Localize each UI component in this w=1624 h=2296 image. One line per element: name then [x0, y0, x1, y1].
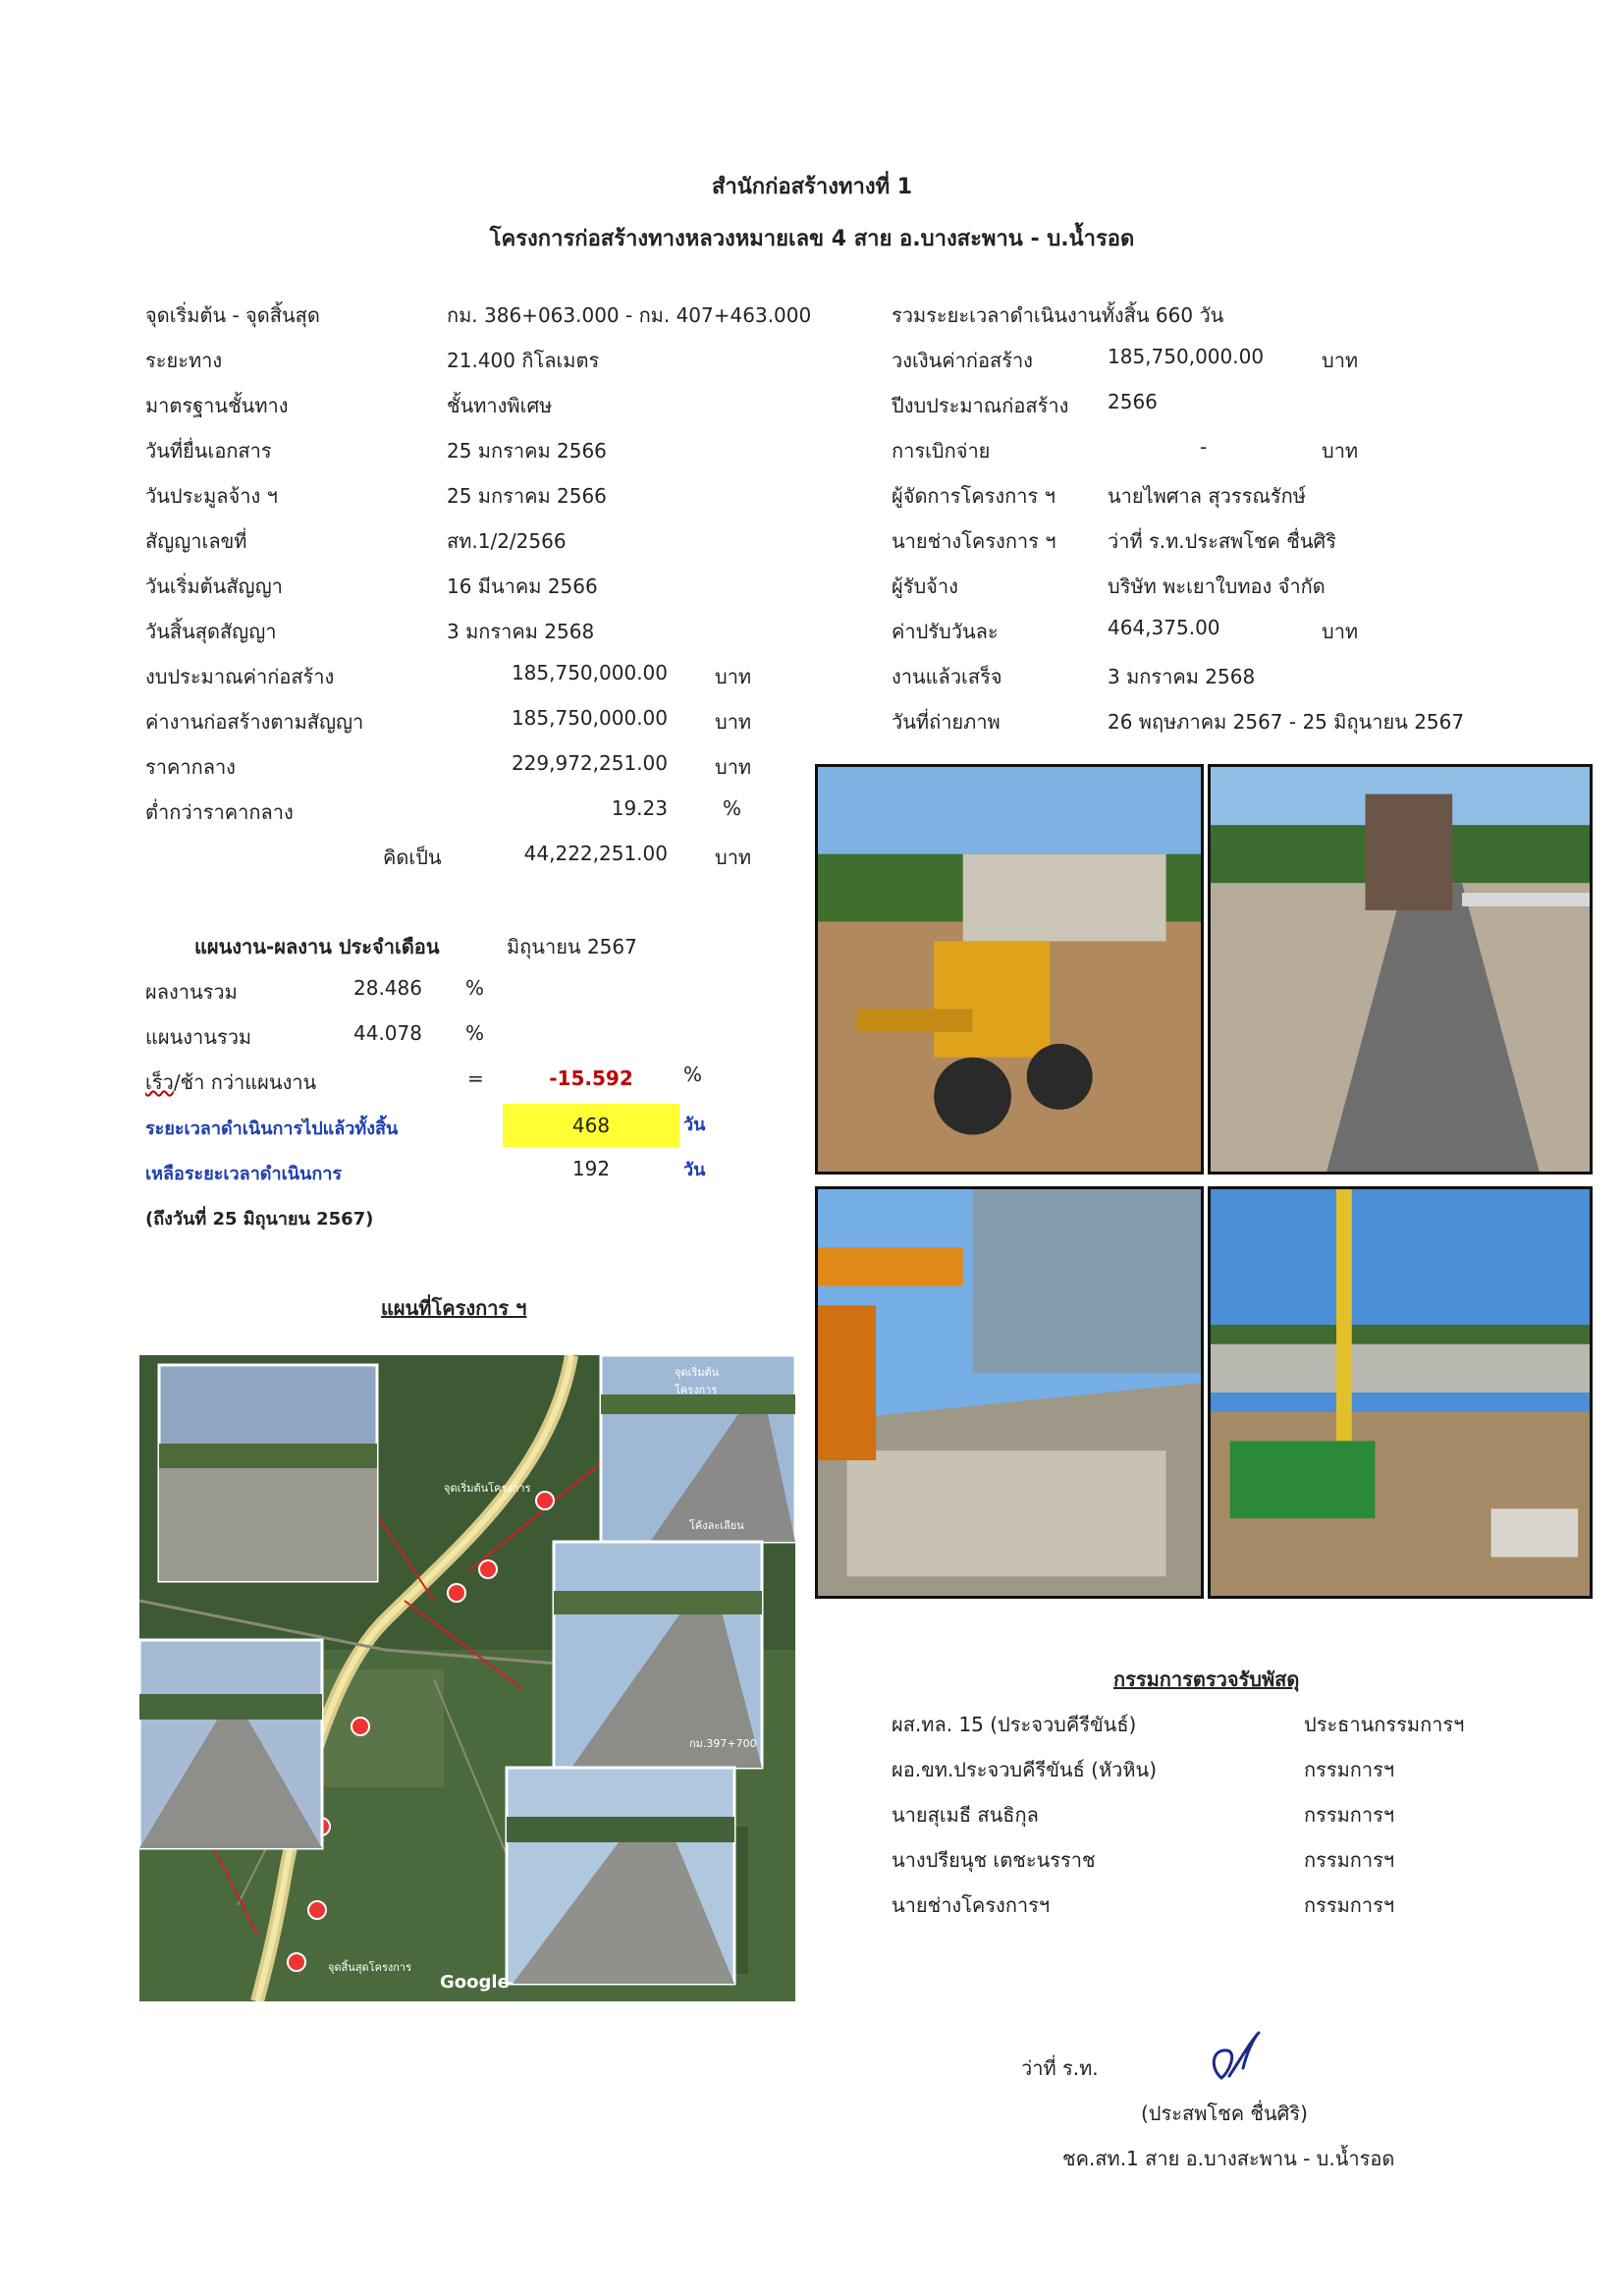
info-value: 3 มกราคม 2568 — [447, 620, 595, 643]
info-value: นายไพศาล สุวรรณรักษ์ — [1108, 484, 1306, 508]
duration-text: รวมระยะเวลาดำเนินงานทั้งสิ้น 660 วัน — [892, 303, 1224, 327]
info-value: ว่าที่ ร.ท.ประสพโชค ชื่นศิริ — [1108, 529, 1336, 553]
photo-concrete — [815, 1186, 1204, 1599]
info-value: 25 มกราคม 2566 — [447, 484, 607, 508]
diff-label — [145, 1066, 316, 1098]
committee-member: ผอ.ขท.ประจวบคีรีขันธ์ (หัวหิน) — [892, 1758, 1158, 1781]
info-value: สท.1/2/2566 — [447, 529, 567, 553]
money-label: ราคากลาง — [145, 755, 236, 779]
info-value: 464,375.00 — [1108, 616, 1220, 639]
info-value: ชั้นทางพิเศษ — [447, 394, 553, 417]
map-label-curve: โค้งละเลียน — [689, 1519, 744, 1532]
signature-position: ชค.สท.1 สาย อ.บางสะพาน - บ.น้ำรอด — [1062, 2147, 1395, 2170]
committee-member: นายสุเมธี สนธิกุล — [892, 1803, 1039, 1827]
map-label-start-top: จุดเริ่มต้น โครงการ — [675, 1366, 720, 1396]
diff-value: -15.592 — [549, 1066, 633, 1090]
committee-member: นางปรียนุช เตชะนรราช — [892, 1848, 1096, 1872]
map-label-end: จุดสิ้นสุดโครงการ — [328, 1961, 411, 1974]
committee-role: กรรมการฯ — [1304, 1803, 1395, 1827]
plan-value: 44.078 — [353, 1021, 422, 1045]
signature-rank: ว่าที่ ร.ท. — [1021, 2056, 1099, 2080]
money-unit: บาท — [715, 710, 752, 734]
actual-label: ผลงานรวม — [145, 980, 238, 1004]
map-inset-photo — [139, 1640, 322, 1848]
diff-unit: % — [683, 1063, 703, 1086]
info-label: วงเงินค่าก่อสร้าง — [892, 349, 1033, 372]
money-label: ต่ำกว่าราคากลาง — [145, 800, 294, 824]
money-value: 185,750,000.00 — [511, 706, 668, 730]
remain-unit: วัน — [683, 1160, 706, 1180]
money-value: 19.23 — [611, 796, 668, 820]
money-unit: บาท — [715, 755, 752, 779]
info-label: วันที่ถ่ายภาพ — [892, 710, 1001, 734]
photo-truck — [1208, 764, 1593, 1175]
remain-value: 192 — [571, 1157, 611, 1180]
actual-unit: % — [465, 976, 485, 1000]
info-value: 21.400 กิโลเมตร — [447, 349, 600, 372]
map-title: แผนที่โครงการ ฯ — [381, 1296, 527, 1320]
info-value: 25 มกราคม 2566 — [447, 439, 607, 463]
committee-member: ผส.ทล. 15 (ประจวบคีรีขันธ์) — [892, 1713, 1137, 1736]
map-label-km: กม.397+700 — [689, 1737, 757, 1750]
money-label: คิดเป็น — [383, 846, 442, 869]
office-title: สำนักก่อสร้างทางที่ 1 — [711, 175, 913, 199]
info-label: วันที่ยื่นเอกสาร — [145, 439, 272, 463]
info-value: 185,750,000.00 — [1108, 345, 1265, 368]
money-label: ค่างานก่อสร้างตามสัญญา — [145, 710, 364, 734]
money-unit: บาท — [715, 846, 752, 869]
photo-piling — [1208, 1186, 1593, 1599]
info-unit: บาท — [1322, 620, 1359, 643]
info-value: 3 มกราคม 2568 — [1108, 665, 1256, 688]
info-label: ปีงบประมาณก่อสร้าง — [892, 394, 1069, 417]
info-value: บริษัท พะเยาใบทอง จำกัด — [1108, 574, 1326, 598]
progress-month: มิถุนายน 2567 — [507, 935, 637, 958]
committee-role: กรรมการฯ — [1304, 1848, 1395, 1872]
diff-eq: = — [467, 1066, 484, 1090]
info-label: ค่าปรับวันละ — [892, 620, 999, 643]
elapsed-unit: วัน — [683, 1115, 706, 1135]
signature-mark — [1200, 2029, 1269, 2088]
as-of-date: (ถึงวันที่ 25 มิถุนายน 2567) — [145, 1209, 374, 1230]
google-logo: Google — [440, 1972, 510, 1993]
committee-member: นายช่างโครงการฯ — [892, 1893, 1051, 1917]
info-label: วันสิ้นสุดสัญญา — [145, 620, 277, 643]
signature-name: (ประสพโชค ชื่นศิริ) — [1141, 2102, 1308, 2125]
diff-label-fast: เร็ว — [145, 1070, 174, 1094]
info-value: 16 มีนาคม 2566 — [447, 574, 598, 598]
info-label: ระยะทาง — [145, 349, 223, 372]
committee-title: กรรมการตรวจรับพัสดุ — [1113, 1667, 1300, 1691]
info-unit: บาท — [1322, 439, 1359, 463]
committee-role: ประธานกรรมการฯ — [1304, 1713, 1465, 1736]
map-label-start: จุดเริ่มต้นโครงการ — [444, 1482, 531, 1495]
info-value: กม. 386+063.000 - กม. 407+463.000 — [447, 303, 812, 327]
plan-unit: % — [465, 1021, 485, 1045]
info-label: ผู้จัดการโครงการ ฯ — [892, 484, 1056, 508]
plan-label: แผนงานรวม — [145, 1025, 252, 1049]
info-value: 2566 — [1108, 390, 1158, 413]
actual-value: 28.486 — [353, 976, 422, 1000]
remain-label: เหลือระยะเวลาดำเนินการ — [145, 1164, 343, 1184]
committee-role: กรรมการฯ — [1304, 1893, 1395, 1917]
money-value: 44,222,251.00 — [523, 842, 668, 865]
info-value: - — [1200, 435, 1208, 459]
info-label: วันประมูลจ้าง ฯ — [145, 484, 278, 508]
info-label: วันเริ่มต้นสัญญา — [145, 574, 283, 598]
committee-role: กรรมการฯ — [1304, 1758, 1395, 1781]
info-label: นายช่างโครงการ ฯ — [892, 529, 1056, 553]
info-label: การเบิกจ่าย — [892, 439, 991, 463]
project-map — [139, 1355, 795, 2001]
info-label: ผู้รับจ้าง — [892, 574, 958, 598]
info-label: สัญญาเลขที่ — [145, 529, 247, 553]
money-unit: % — [723, 796, 742, 820]
money-value: 229,972,251.00 — [511, 751, 668, 775]
info-label: มาตรฐานชั้นทาง — [145, 394, 289, 417]
diff-label-rest: /ช้า กว่าแผนงาน — [173, 1070, 317, 1094]
elapsed-label: ระยะเวลาดำเนินการไปแล้วทั้งสิ้น — [145, 1119, 399, 1139]
map-inset-photo — [159, 1365, 377, 1581]
project-title: โครงการก่อสร้างทางหลวงหมายเลข 4 สาย อ.บางสะพาน - บ.น้ำรอด — [489, 227, 1135, 251]
map-inset-photo — [507, 1768, 734, 1984]
money-label: งบประมาณค่าก่อสร้าง — [145, 665, 335, 688]
info-value: 26 พฤษภาคม 2567 - 25 มิถุนายน 2567 — [1108, 710, 1465, 734]
map-svg — [139, 1355, 795, 2001]
money-unit: บาท — [715, 665, 752, 688]
info-unit: บาท — [1322, 349, 1359, 372]
elapsed-value: 468 — [503, 1104, 679, 1147]
money-value: 185,750,000.00 — [511, 661, 668, 684]
progress-heading: แผนงาน-ผลงาน ประจำเดือน — [194, 935, 440, 958]
info-label: จุดเริ่มต้น - จุดสิ้นสุด — [145, 303, 320, 327]
info-label: งานแล้วเสร็จ — [892, 665, 1002, 688]
photo-grader — [815, 764, 1204, 1175]
